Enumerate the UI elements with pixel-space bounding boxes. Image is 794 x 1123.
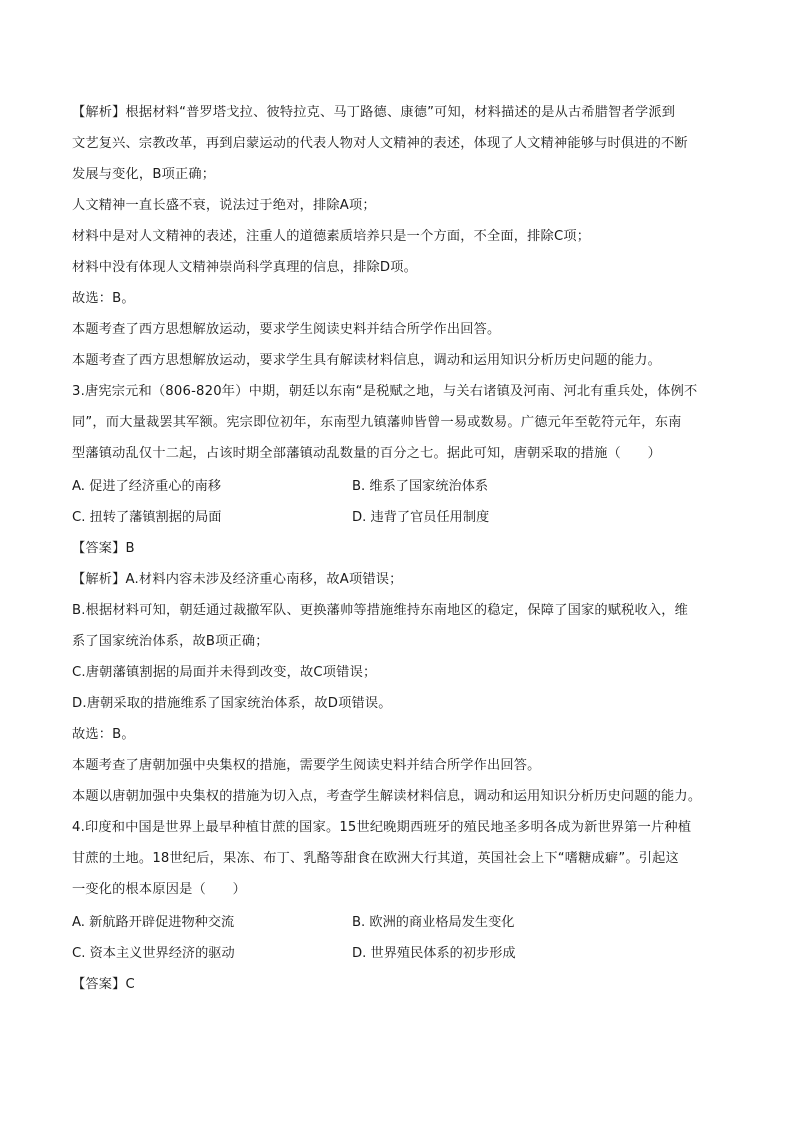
- question-4-answer: 【答案】C: [72, 977, 135, 992]
- question-4-stem: 4.印度和中国是世界上最早种植甘蔗的国家。15世纪晚期西班牙的殖民地圣多明各成为新世界第一片种植: [72, 820, 692, 835]
- question-4-option-a: A. 新航路开辟促进物种交流: [72, 915, 235, 930]
- analysis-line: 人文精神一直长盛不衰，说法过于绝对，排除A项；: [72, 198, 376, 213]
- question-3-option-b: B. 维系了国家统治体系: [352, 479, 489, 494]
- question-3-analysis: 本题以唐朝加强中央集权的措施为切入点，考查学生解读材料信息，调动和运用知识分析历史问题的能力。: [72, 789, 702, 804]
- question-4-option-d: D. 世界殖民体系的初步形成: [352, 946, 516, 961]
- question-3-option-a: A. 促进了经济重心的南移: [72, 479, 222, 494]
- analysis-line: 材料中是对人文精神的表述，注重人的道德素质培养只是一个方面，不全面，排除C项；: [72, 229, 591, 244]
- analysis-line: 文艺复兴、宗教改革，再到启蒙运动的代表人物对人文精神的表述，体现了人文精神能够与时俱进的不断: [72, 136, 688, 151]
- question-3-answer: 【答案】B: [72, 541, 135, 556]
- question-3-analysis: C.唐朝藩镇割据的局面并未得到改变，故C项错误；: [72, 665, 377, 680]
- question-3-option-c: C. 扭转了藩镇割据的局面: [72, 510, 222, 525]
- analysis-line: 【解析】根据材料“普罗塔戈拉、彼特拉克、马丁路德、康德”可知，材料描述的是从古希腊智者学派到: [72, 105, 676, 120]
- question-3-stem: 同”，而大量裁罢其军额。宪宗即位初年，东南型九镇藩帅皆曾一易或数易。广德元年至乾符元年，东南: [72, 415, 682, 430]
- question-3-analysis: 【解析】A.材料内容未涉及经济重心南移，故A项错误；: [72, 572, 403, 587]
- question-4-stem: 甘蔗的土地。18世纪后，果冻、布丁、乳酪等甜食在欧洲大行其道，英国社会上下“嗜糖成癖”。引起这: [72, 851, 679, 866]
- analysis-line: 发展与变化，B项正确；: [72, 167, 216, 182]
- question-3-analysis: 故选：B。: [72, 727, 135, 742]
- analysis-line: 本题考查了西方思想解放运动，要求学生阅读史料并结合所学作出回答。: [72, 322, 501, 337]
- analysis-line: 材料中没有体现人文精神崇尚科学真理的信息，排除D项。: [72, 260, 418, 275]
- question-3-stem: 3.唐宪宗元和（806-820年）中期，朝廷以东南“是税赋之地，与关右诸镇及河南、河北有重兵处，体例不: [72, 384, 698, 399]
- question-3-analysis: D.唐朝采取的措施维系了国家统治体系，故D项错误。: [72, 696, 392, 711]
- question-3-option-d: D. 违背了官员任用制度: [352, 510, 490, 525]
- question-3-analysis: B.根据材料可知，朝廷通过裁撤军队、更换藩帅等措施维持东南地区的稳定，保障了国家的赋税收入，维: [72, 603, 689, 618]
- question-4-stem: 一变化的根本原因是（ ）: [72, 882, 247, 897]
- analysis-line: 故选：B。: [72, 291, 135, 306]
- question-4-option-c: C. 资本主义世界经济的驱动: [72, 946, 235, 961]
- analysis-line: 本题考查了西方思想解放运动，要求学生具有解读材料信息，调动和运用知识分析历史问题的能力。: [72, 353, 662, 368]
- question-3-stem: 型藩镇动乱仅十二起，占该时期全部藩镇动乱数量的百分之七。据此可知，唐朝采取的措施（ ）: [72, 446, 662, 461]
- question-3-analysis: 本题考查了唐朝加强中央集权的措施，需要学生阅读史料并结合所学作出回答。: [72, 758, 541, 773]
- question-3-analysis: 系了国家统治体系，故B项正确；: [72, 634, 269, 649]
- question-4-option-b: B. 欧洲的商业格局发生变化: [352, 915, 515, 930]
